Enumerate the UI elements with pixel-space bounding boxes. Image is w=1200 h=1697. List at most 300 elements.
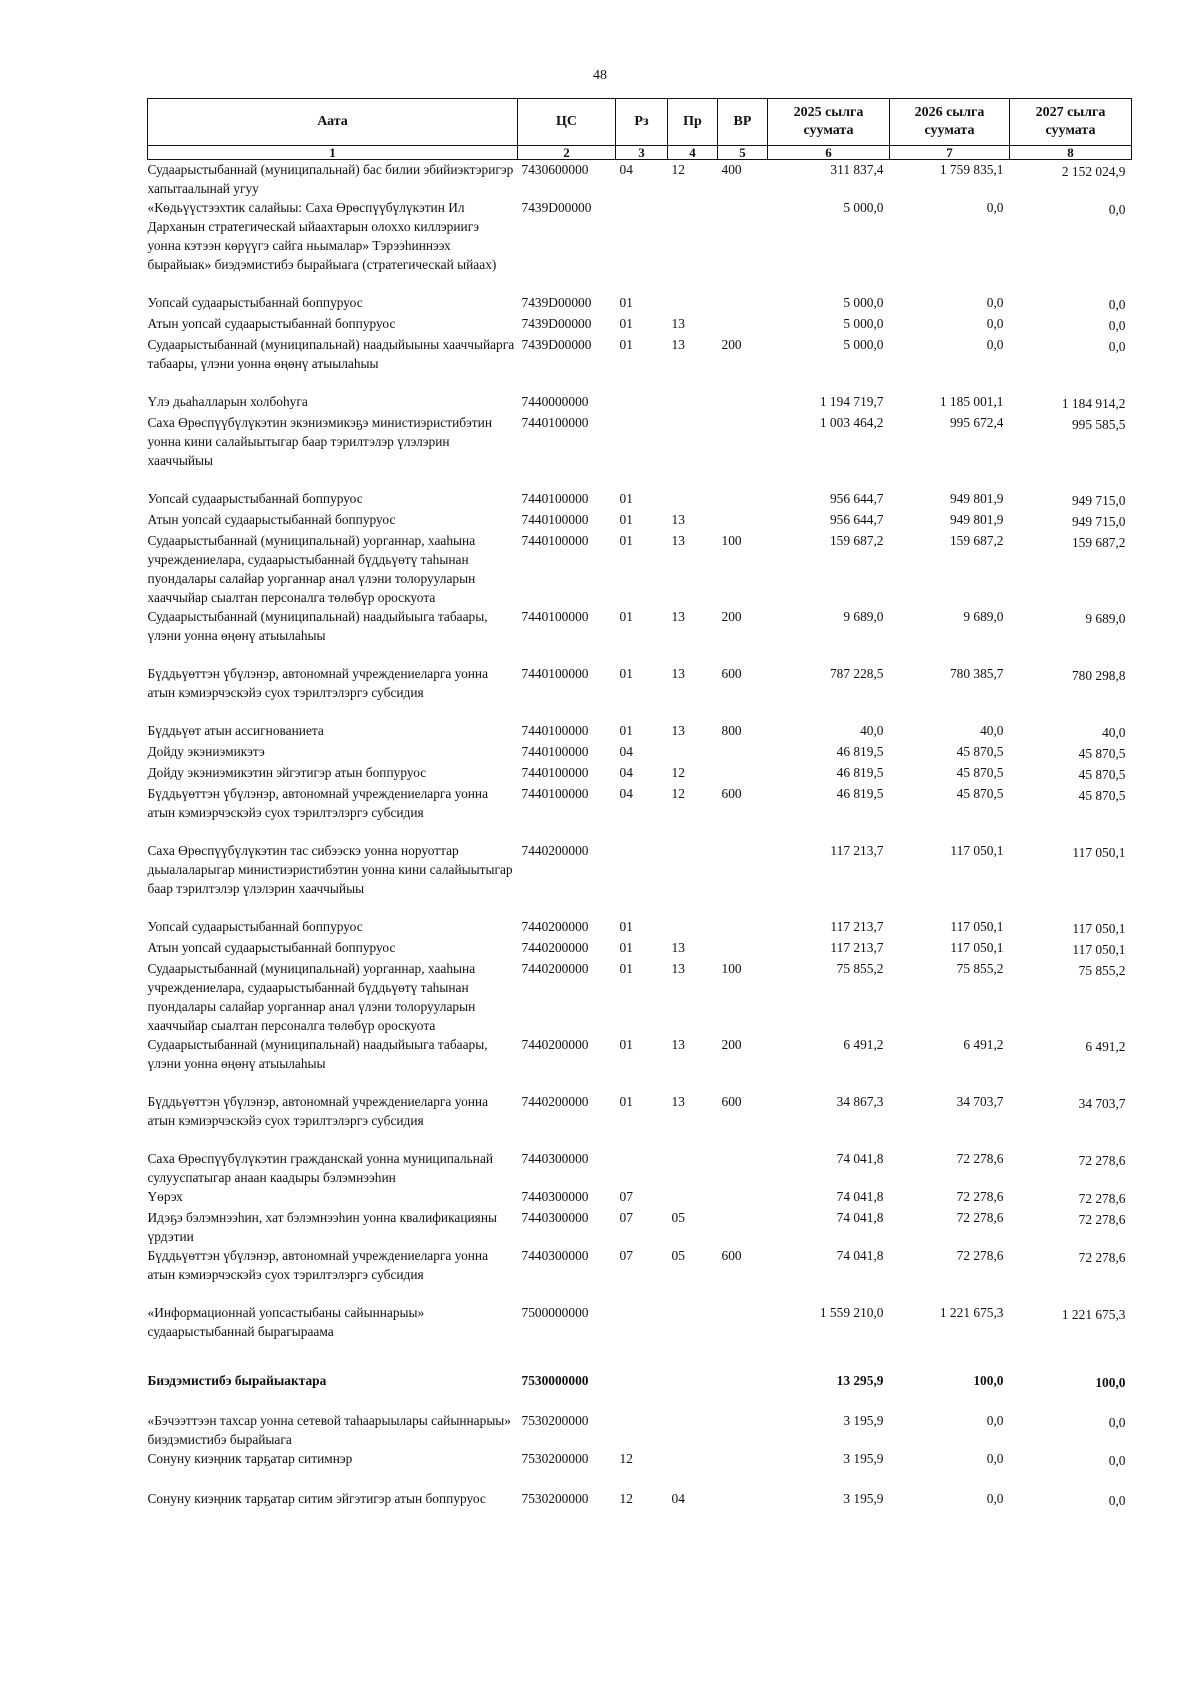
row-2026: 0,0 (986, 1413, 1004, 1428)
row-pr: 04 (671, 1491, 685, 1506)
row-vr (718, 938, 768, 959)
row-cs: 7440100000 (521, 744, 589, 759)
row-2027: 72 278,6 (1078, 1153, 1126, 1168)
row-cs: 7440100000 (521, 765, 589, 780)
row-2027: 9 689,0 (1085, 611, 1126, 626)
row-rz: 07 (619, 1210, 633, 1225)
table-row (148, 721, 1132, 742)
row-name: Уопсай судаарыстыбаннай боппуруос (147, 295, 363, 310)
row-2026: 780 385,7 (949, 666, 1004, 681)
row-rz: 04 (619, 786, 633, 801)
row-cs: 7440300000 (521, 1248, 589, 1263)
header-2025: 2025 сылга суумата (768, 99, 890, 146)
row-2027: 0,0 (1108, 202, 1126, 217)
row-2027: 34 703,7 (1078, 1096, 1126, 1111)
table-row (148, 763, 1132, 784)
row-2026: 0,0 (986, 295, 1004, 310)
row-cs: 7439D00000 (521, 295, 592, 310)
row-2025: 1 559 210,0 (819, 1305, 884, 1320)
row-2025: 5 000,0 (843, 200, 884, 215)
table-row (148, 489, 1132, 510)
row-2026: 45 870,5 (956, 786, 1004, 801)
row-2026: 75 855,2 (956, 961, 1004, 976)
row-2026: 6 491,2 (963, 1037, 1004, 1052)
row-cs: 7530200000 (521, 1413, 589, 1428)
row-2026: 45 870,5 (956, 765, 1004, 780)
row-vr (718, 1187, 768, 1208)
table-row (148, 413, 1132, 489)
row-rz: 01 (619, 1094, 633, 1109)
row-2027: 0,0 (1108, 1493, 1126, 1508)
row-pr: 13 (671, 316, 685, 331)
row-cs: 7430600000 (521, 162, 589, 177)
table-row (148, 742, 1132, 763)
column-number-row (148, 146, 1132, 160)
row-2027: 45 870,5 (1078, 746, 1126, 761)
row-2025: 117 213,7 (830, 843, 884, 858)
budget-table-container (147, 98, 1131, 1510)
header-2026: 2026 сылга суумата (890, 99, 1010, 146)
row-vr (718, 510, 768, 531)
row-2027: 1 184 914,2 (1061, 396, 1126, 411)
row-pr (668, 841, 718, 917)
row-cs: 7500000000 (521, 1305, 589, 1320)
row-name: Саха Өрөспүүбүлүкэтин тас сибээскэ уонна норуоттар дьыалаларыгар министиэристибэтин уонна кини салайыытыгар баар тэрилтэлэр үлэлэрин хааччыйыы (147, 843, 513, 896)
row-cs: 7530200000 (521, 1491, 589, 1506)
row-cs: 7439D00000 (521, 316, 592, 331)
row-2026: 0,0 (986, 1491, 1004, 1506)
row-2027: 1 221 675,3 (1061, 1307, 1126, 1322)
row-vr: 100 (721, 533, 742, 548)
row-pr: 13 (671, 1037, 685, 1052)
row-vr (718, 1149, 768, 1187)
row-cs: 7440000000 (521, 394, 589, 409)
row-pr (668, 413, 718, 489)
row-cs: 7440300000 (521, 1210, 589, 1225)
row-vr: 600 (721, 1094, 742, 1109)
row-2027: 117 050,1 (1072, 845, 1126, 860)
row-2027: 0,0 (1108, 297, 1126, 312)
row-2025: 3 195,9 (843, 1413, 884, 1428)
row-name: Үлэ дьаһалларын холбоһуга (147, 394, 308, 409)
row-2026: 100,0 (973, 1373, 1004, 1388)
row-rz: 01 (619, 533, 633, 548)
row-cs: 7440100000 (521, 666, 589, 681)
row-cs: 7440300000 (521, 1189, 589, 1204)
row-2025: 74 041,8 (836, 1248, 884, 1263)
table-row (148, 314, 1132, 335)
row-2027: 995 585,5 (1071, 417, 1126, 432)
row-rz (616, 198, 668, 293)
row-2025: 311 837,4 (830, 162, 884, 177)
row-2025: 74 041,8 (836, 1189, 884, 1204)
row-rz: 01 (619, 316, 633, 331)
row-pr: 12 (671, 162, 685, 177)
row-cs: 7440300000 (521, 1151, 589, 1166)
row-vr: 600 (721, 1248, 742, 1263)
row-vr (718, 489, 768, 510)
row-2025: 117 213,7 (830, 919, 884, 934)
row-vr (718, 413, 768, 489)
row-vr (718, 1449, 768, 1489)
row-name: Дойду экэниэмикэтэ (147, 744, 265, 759)
row-2025: 46 819,5 (836, 765, 884, 780)
row-2025: 5 000,0 (843, 337, 884, 352)
row-cs: 7440100000 (521, 415, 589, 430)
row-rz: 01 (619, 940, 633, 955)
table-row (148, 198, 1132, 293)
row-2026: 72 278,6 (956, 1151, 1004, 1166)
row-2025: 787 228,5 (829, 666, 884, 681)
row-pr: 13 (671, 1094, 685, 1109)
table-row (148, 1449, 1132, 1489)
row-rz: 04 (619, 744, 633, 759)
row-2025: 34 867,3 (836, 1094, 884, 1109)
row-2027: 2 152 024,9 (1061, 164, 1126, 179)
table-row (148, 1371, 1132, 1411)
row-rz: 07 (619, 1248, 633, 1263)
table-row (148, 1092, 1132, 1149)
row-vr (718, 1303, 768, 1371)
row-name: Бүддьүөттэн үбүлэнэр, автономнай учреждениеларга уонна атын кэмиэрчэскэйэ суох тэрилтэлэргэ субсидия (147, 786, 489, 820)
header-vr: ВР (718, 99, 768, 146)
row-rz: 01 (619, 609, 633, 624)
budget-table (147, 98, 1132, 1510)
row-name: Саха Өрөспүүбүлүкэтин экэниэмикэҕэ министиэристибэтин уонна кини салайыытыгар баар тэрилтэлэр үлэлэрин хааччыйыы (147, 415, 492, 468)
row-2025: 74 041,8 (836, 1210, 884, 1225)
row-2025: 6 491,2 (843, 1037, 884, 1052)
row-pr (668, 1303, 718, 1371)
row-pr: 13 (671, 533, 685, 548)
row-name: Уопсай судаарыстыбаннай боппуруос (147, 919, 363, 934)
table-row (148, 938, 1132, 959)
row-vr (718, 763, 768, 784)
row-cs: 7439D00000 (521, 337, 592, 352)
column-number: 5 (718, 146, 768, 160)
row-vr: 200 (721, 337, 742, 352)
column-number: 1 (148, 146, 518, 160)
table-row (148, 784, 1132, 841)
row-name: Уопсай судаарыстыбаннай боппуруос (147, 491, 363, 506)
row-pr (668, 489, 718, 510)
row-2027: 159 687,2 (1071, 535, 1126, 550)
row-2025: 46 819,5 (836, 744, 884, 759)
row-cs: 7440100000 (521, 533, 589, 548)
row-cs: 7530200000 (521, 1451, 589, 1466)
row-pr: 13 (671, 961, 685, 976)
row-2026: 1 221 675,3 (939, 1305, 1004, 1320)
table-body (148, 160, 1132, 1511)
row-name: Үөрэх (147, 1189, 183, 1204)
row-2027: 0,0 (1108, 318, 1126, 333)
row-2026: 40,0 (980, 723, 1004, 738)
row-2026: 0,0 (986, 316, 1004, 331)
row-pr: 13 (671, 940, 685, 955)
table-row (148, 959, 1132, 1035)
row-name: Бүддьүөттэн үбүлэнэр, автономнай учреждениеларга уонна атын кэмиэрчэскэйэ суох тэрилтэлэргэ субсидия (147, 1248, 489, 1282)
row-2027: 75 855,2 (1078, 963, 1126, 978)
row-2027: 40,0 (1102, 725, 1126, 740)
column-number: 4 (668, 146, 718, 160)
table-row (148, 1208, 1132, 1246)
row-2026: 159 687,2 (949, 533, 1004, 548)
row-name: Идэҕэ бэлэмнээһин, хат бэлэмнээһин уонна квалификацияны үрдэтии (147, 1210, 497, 1244)
row-2026: 45 870,5 (956, 744, 1004, 759)
row-2025: 3 195,9 (843, 1451, 884, 1466)
row-2025: 74 041,8 (836, 1151, 884, 1166)
row-rz: 12 (619, 1451, 633, 1466)
table-row (148, 1149, 1132, 1187)
row-2027: 0,0 (1108, 1453, 1126, 1468)
row-2025: 5 000,0 (843, 295, 884, 310)
row-rz (616, 392, 668, 413)
row-2025: 1 194 719,7 (819, 394, 884, 409)
row-vr (718, 1489, 768, 1510)
page-number: 48 (593, 68, 607, 83)
row-cs: 7440200000 (521, 843, 589, 858)
row-cs: 7440200000 (521, 940, 589, 955)
row-2027: 45 870,5 (1078, 767, 1126, 782)
row-2025: 117 213,7 (830, 940, 884, 955)
row-pr (668, 1149, 718, 1187)
row-cs: 7440100000 (521, 512, 589, 527)
row-name: Судаарыстыбаннай (муниципальнай) наадыйыыга табаары, үлэни уонна өңөнү атыылаһыы (147, 1037, 488, 1071)
row-2026: 9 689,0 (963, 609, 1004, 624)
row-2025: 75 855,2 (836, 961, 884, 976)
row-name: Атын уопсай судаарыстыбаннай боппуруос (147, 316, 396, 331)
row-name: Бүддьүөттэн үбүлэнэр, автономнай учреждениеларга уонна атын кэмиэрчэскэйэ суох тэрилтэлэргэ субсидия (147, 666, 489, 700)
row-2025: 3 195,9 (843, 1491, 884, 1506)
row-rz: 01 (619, 295, 633, 310)
row-2027: 0,0 (1108, 339, 1126, 354)
row-2027: 45 870,5 (1078, 788, 1126, 803)
header-row (148, 99, 1132, 146)
table-row (148, 335, 1132, 392)
table-row (148, 841, 1132, 917)
table-row (148, 392, 1132, 413)
row-2027: 72 278,6 (1078, 1191, 1126, 1206)
table-row (148, 1303, 1132, 1371)
row-vr (718, 314, 768, 335)
row-2026: 72 278,6 (956, 1189, 1004, 1204)
row-rz (616, 841, 668, 917)
row-rz: 01 (619, 1037, 633, 1052)
row-name: Саха Өрөспүүбүлүкэтин гражданскай уонна муниципальнай сулууспатыгар анаан каадыры бэлэмнээһин (147, 1151, 494, 1185)
row-pr: 12 (671, 765, 685, 780)
row-vr: 200 (721, 1037, 742, 1052)
row-vr (718, 1208, 768, 1246)
row-2026: 72 278,6 (956, 1210, 1004, 1225)
table-row (148, 664, 1132, 721)
row-vr: 600 (721, 786, 742, 801)
row-name: Дойду экэниэмикэтин эйгэтигэр атын боппуруос (147, 765, 427, 780)
row-vr (718, 1411, 768, 1449)
row-pr (668, 742, 718, 763)
row-name: «Информационнай уопсастыбаны сайыннарыы» судаарыстыбаннай бырагыраама (147, 1305, 425, 1339)
row-pr: 13 (671, 666, 685, 681)
row-pr: 13 (671, 512, 685, 527)
row-cs: 7439D00000 (521, 200, 592, 215)
row-2025: 46 819,5 (836, 786, 884, 801)
row-pr (668, 392, 718, 413)
row-pr (668, 1371, 718, 1411)
column-number: 2 (518, 146, 616, 160)
row-cs: 7440100000 (521, 609, 589, 624)
header-2027: 2027 сылга суумата (1010, 99, 1132, 146)
row-vr (718, 917, 768, 938)
row-name: Сонуну киэңник тарҕатар ситим эйгэтигэр атын боппуруос (147, 1491, 486, 1506)
table-row (148, 1035, 1132, 1092)
row-2026: 995 672,4 (949, 415, 1004, 430)
row-rz: 04 (619, 162, 633, 177)
row-name: Судаарыстыбаннай (муниципальнай) уорганнар, хааһына учреждениелара, судаарыстыбаннай бүддьүөтү таһынан пуондалары салайар уорганнар анал үлэни толорууларын хааччыйар сыалтан персоналга төлөбүр ороскуота (147, 961, 476, 1033)
table-row (148, 531, 1132, 607)
row-rz (616, 1411, 668, 1449)
row-pr: 13 (671, 337, 685, 352)
row-vr: 800 (721, 723, 742, 738)
row-name: Атын уопсай судаарыстыбаннай боппуруос (147, 940, 396, 955)
row-name: Судаарыстыбаннай (муниципальнай) наадыйыыга табаары, үлэни уонна өңөнү атыылаһыы (147, 609, 488, 643)
row-pr (668, 198, 718, 293)
header-cs: ЦС (518, 99, 616, 146)
row-cs: 7440200000 (521, 961, 589, 976)
table-row (148, 1246, 1132, 1303)
table-row (148, 607, 1132, 664)
row-name: Атын уопсай судаарыстыбаннай боппуруос (147, 512, 396, 527)
row-name: Биэдэмистибэ бырайыактара (147, 1373, 327, 1388)
row-rz: 07 (619, 1189, 633, 1204)
row-vr: 600 (721, 666, 742, 681)
row-rz: 01 (619, 491, 633, 506)
row-pr (668, 917, 718, 938)
row-vr (718, 1371, 768, 1411)
row-cs: 7440200000 (521, 919, 589, 934)
row-vr (718, 198, 768, 293)
column-number: 6 (768, 146, 890, 160)
row-2026: 72 278,6 (956, 1248, 1004, 1263)
row-2026: 1 185 001,1 (939, 394, 1004, 409)
row-cs: 7440100000 (521, 786, 589, 801)
row-2026: 949 801,9 (949, 512, 1004, 527)
row-rz: 01 (619, 723, 633, 738)
row-name: «Бэчээттээн тахсар уонна сетевой таһаарыылары сайыннарыы» биэдэмистибэ бырайыага (147, 1413, 512, 1447)
row-2027: 0,0 (1108, 1415, 1126, 1430)
row-2025: 9 689,0 (843, 609, 884, 624)
table-row (148, 510, 1132, 531)
row-2027: 100,0 (1095, 1375, 1126, 1390)
row-rz (616, 413, 668, 489)
row-name: Сонуну киэңник тарҕатар ситимнэр (147, 1451, 353, 1466)
row-2026: 117 050,1 (950, 843, 1004, 858)
row-pr (668, 1411, 718, 1449)
table-row (148, 160, 1132, 199)
row-name: Судаарыстыбаннай (муниципальнай) наадыйыыны хааччыйарга табаары, үлэни уонна өңөнү атыылаһыы (147, 337, 515, 371)
row-rz (616, 1149, 668, 1187)
row-2026: 949 801,9 (949, 491, 1004, 506)
row-2027: 949 715,0 (1071, 514, 1126, 529)
row-vr: 100 (721, 961, 742, 976)
row-2025: 5 000,0 (843, 316, 884, 331)
row-2025: 13 295,9 (836, 1373, 884, 1388)
header-name: Аата (148, 99, 518, 146)
row-2025: 1 003 464,2 (819, 415, 884, 430)
row-2025: 40,0 (860, 723, 884, 738)
row-rz: 01 (619, 512, 633, 527)
column-number: 7 (890, 146, 1010, 160)
row-cs: 7440100000 (521, 723, 589, 738)
header-rz: Рз (616, 99, 668, 146)
row-rz (616, 1303, 668, 1371)
row-cs: 7440200000 (521, 1094, 589, 1109)
row-rz: 12 (619, 1491, 633, 1506)
row-2025: 159 687,2 (829, 533, 884, 548)
column-number: 8 (1010, 146, 1132, 160)
row-name: «Көдьүүстээхтик салайыы: Саха Өрөспүүбүлүкэтин Ил Дарханын стратегическай ыйаахтарын олоххо киллэриигэ уонна кэтээн көрүүгэ сайга ньымалар» Тэрээһиннээх бырайыак» биэдэмистибэ бырайыага (стратегическай ыйаах) (147, 200, 497, 272)
row-rz: 01 (619, 961, 633, 976)
header-pr: Пр (668, 99, 718, 146)
row-cs: 7440100000 (521, 491, 589, 506)
row-2026: 0,0 (986, 337, 1004, 352)
table-row (148, 1489, 1132, 1510)
row-vr (718, 293, 768, 314)
column-number: 3 (616, 146, 668, 160)
row-2027: 949 715,0 (1071, 493, 1126, 508)
row-2025: 956 644,7 (829, 512, 884, 527)
row-pr: 13 (671, 723, 685, 738)
row-2026: 0,0 (986, 1451, 1004, 1466)
row-2027: 72 278,6 (1078, 1212, 1126, 1227)
row-rz: 01 (619, 919, 633, 934)
table-row (148, 293, 1132, 314)
row-vr (718, 392, 768, 413)
row-rz (616, 1371, 668, 1411)
row-pr: 05 (671, 1248, 685, 1263)
row-rz: 01 (619, 337, 633, 352)
row-vr (718, 841, 768, 917)
row-2026: 117 050,1 (950, 940, 1004, 955)
row-2026: 1 759 835,1 (939, 162, 1004, 177)
row-2027: 6 491,2 (1085, 1039, 1126, 1054)
row-name: Бүддьүөттэн үбүлэнэр, автономнай учреждениеларга уонна атын кэмиэрчэскэйэ суох тэрилтэлэргэ субсидия (147, 1094, 489, 1128)
row-vr: 200 (721, 609, 742, 624)
row-cs: 7440200000 (521, 1037, 589, 1052)
row-pr (668, 293, 718, 314)
row-pr: 13 (671, 609, 685, 624)
row-pr: 05 (671, 1210, 685, 1225)
row-2027: 72 278,6 (1078, 1250, 1126, 1265)
row-2027: 117 050,1 (1072, 921, 1126, 936)
row-2025: 956 644,7 (829, 491, 884, 506)
row-rz: 01 (619, 666, 633, 681)
table-row (148, 917, 1132, 938)
row-pr (668, 1449, 718, 1489)
table-row (148, 1187, 1132, 1208)
row-name: Судаарыстыбаннай (муниципальнай) бас билии эбийиэктэригэр хапытаалынай угуу (147, 162, 514, 196)
row-2027: 780 298,8 (1071, 668, 1126, 683)
row-pr: 12 (671, 786, 685, 801)
table-row (148, 1411, 1132, 1449)
row-vr (718, 742, 768, 763)
row-2026: 0,0 (986, 200, 1004, 215)
row-pr (668, 1187, 718, 1208)
row-rz: 04 (619, 765, 633, 780)
row-vr: 400 (721, 162, 742, 177)
row-name: Бүддьүөт атын ассигнованиета (147, 723, 324, 738)
row-2026: 34 703,7 (956, 1094, 1004, 1109)
row-cs: 7530000000 (521, 1373, 589, 1388)
row-2027: 117 050,1 (1072, 942, 1126, 957)
row-name: Судаарыстыбаннай (муниципальнай) уорганнар, хааһына учреждениелара, судаарыстыбаннай бүддьүөтү таһынан пуондалары салайар уорганнар анал үлэни толорууларын хааччыйар сыалтан персоналга төлөбүр ороскуота (147, 533, 476, 605)
